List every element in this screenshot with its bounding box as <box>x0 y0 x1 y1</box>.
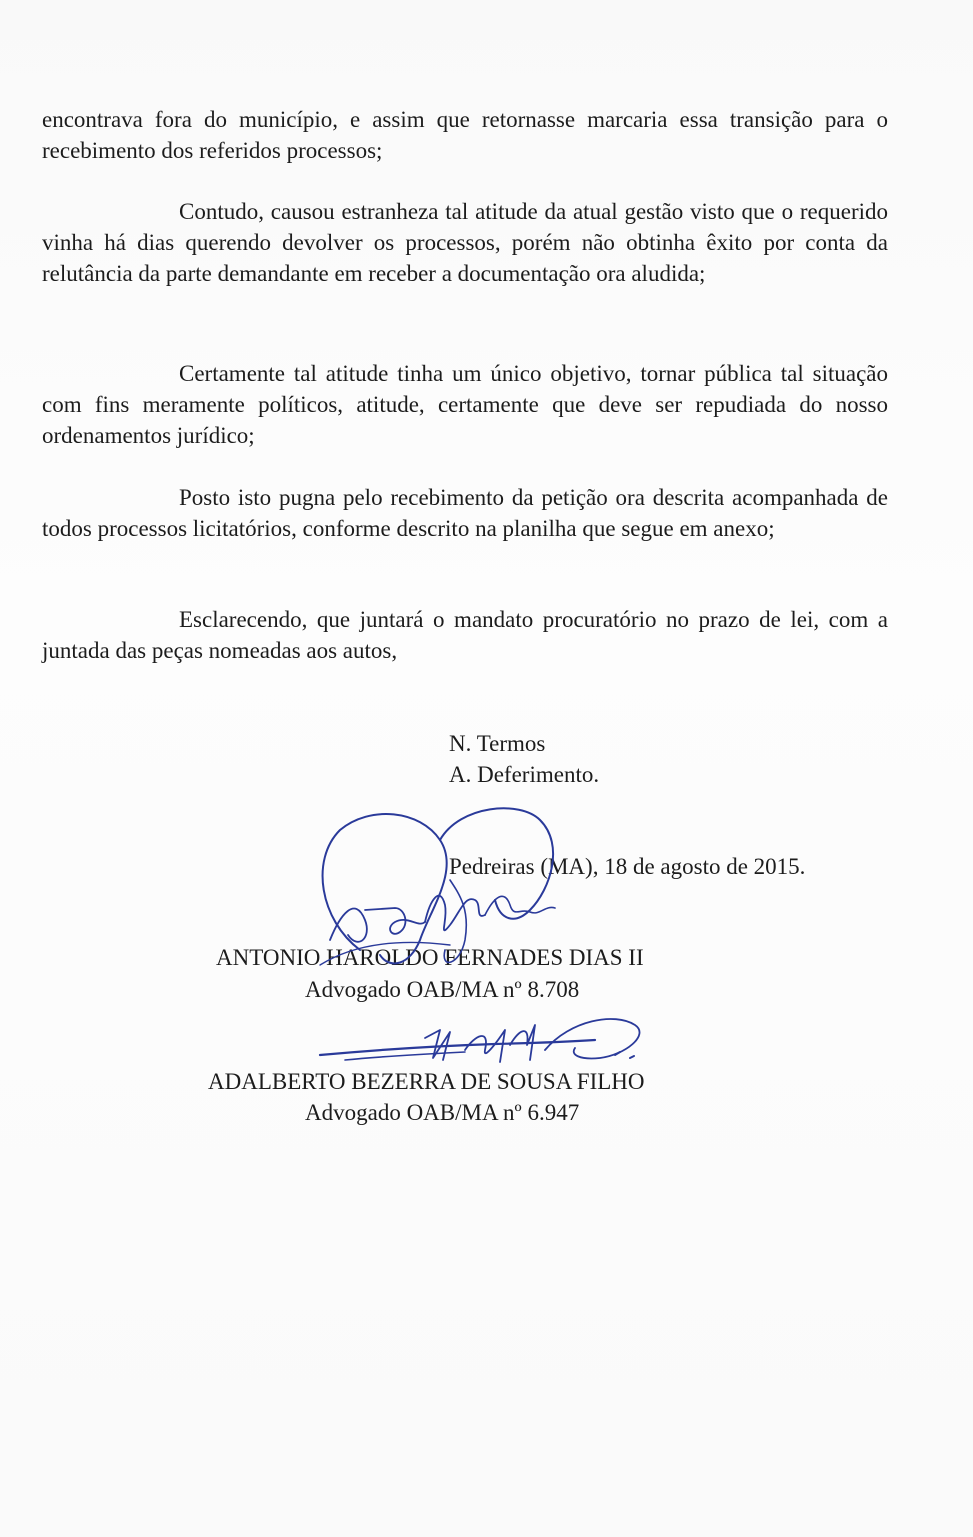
paragraph-text: Certamente tal atitude tinha um único objetivo, tornar pública tal situação com fins meramente políticos, atitude, certamente que deve ser repudiada do nosso ordenamentos jurídico; <box>42 361 888 448</box>
place-date: Pedreiras (MA), 18 de agosto de 2015. <box>449 854 806 879</box>
closing-termos: N. Termos <box>449 731 546 756</box>
closing-deferimento: A. Deferimento. <box>449 762 600 787</box>
signer-2-oab: Advogado OAB/MA nº 6.947 <box>305 1100 580 1125</box>
paragraph-text: Esclarecendo, que juntará o mandato procuratório no prazo de lei, com a juntada das peças nomeadas aos autos, <box>42 607 888 663</box>
paragraph-esclarecendo <box>42 604 888 666</box>
paragraph-text: encontrava fora do município, e assim que retornasse marcaria essa transição para o recebimento dos referidos processos; <box>42 107 888 163</box>
paragraph-certamente <box>42 358 888 451</box>
paragraph-contudo <box>42 196 888 289</box>
paragraph-text: Contudo, causou estranheza tal atitude da atual gestão visto que o requerido vinha há dias querendo devolver os processos, porém não obtinha êxito por conta da relutância da parte demandante em receber a documentação ora aludida; <box>42 199 888 286</box>
signer-1-name: ANTONIO HAROLDO FERNADES DIAS II <box>216 945 644 970</box>
paragraph-continuation <box>42 104 888 166</box>
signer-1-oab: Advogado OAB/MA nº 8.708 <box>305 977 580 1002</box>
paragraph-text: Posto isto pugna pelo recebimento da petição ora descrita acompanhada de todos processos licitatórios, conforme descrito na planilha que segue em anexo; <box>42 485 888 541</box>
signer-2-name: ADALBERTO BEZERRA DE SOUSA FILHO <box>208 1069 645 1094</box>
paragraph-posto-isto <box>42 482 888 544</box>
